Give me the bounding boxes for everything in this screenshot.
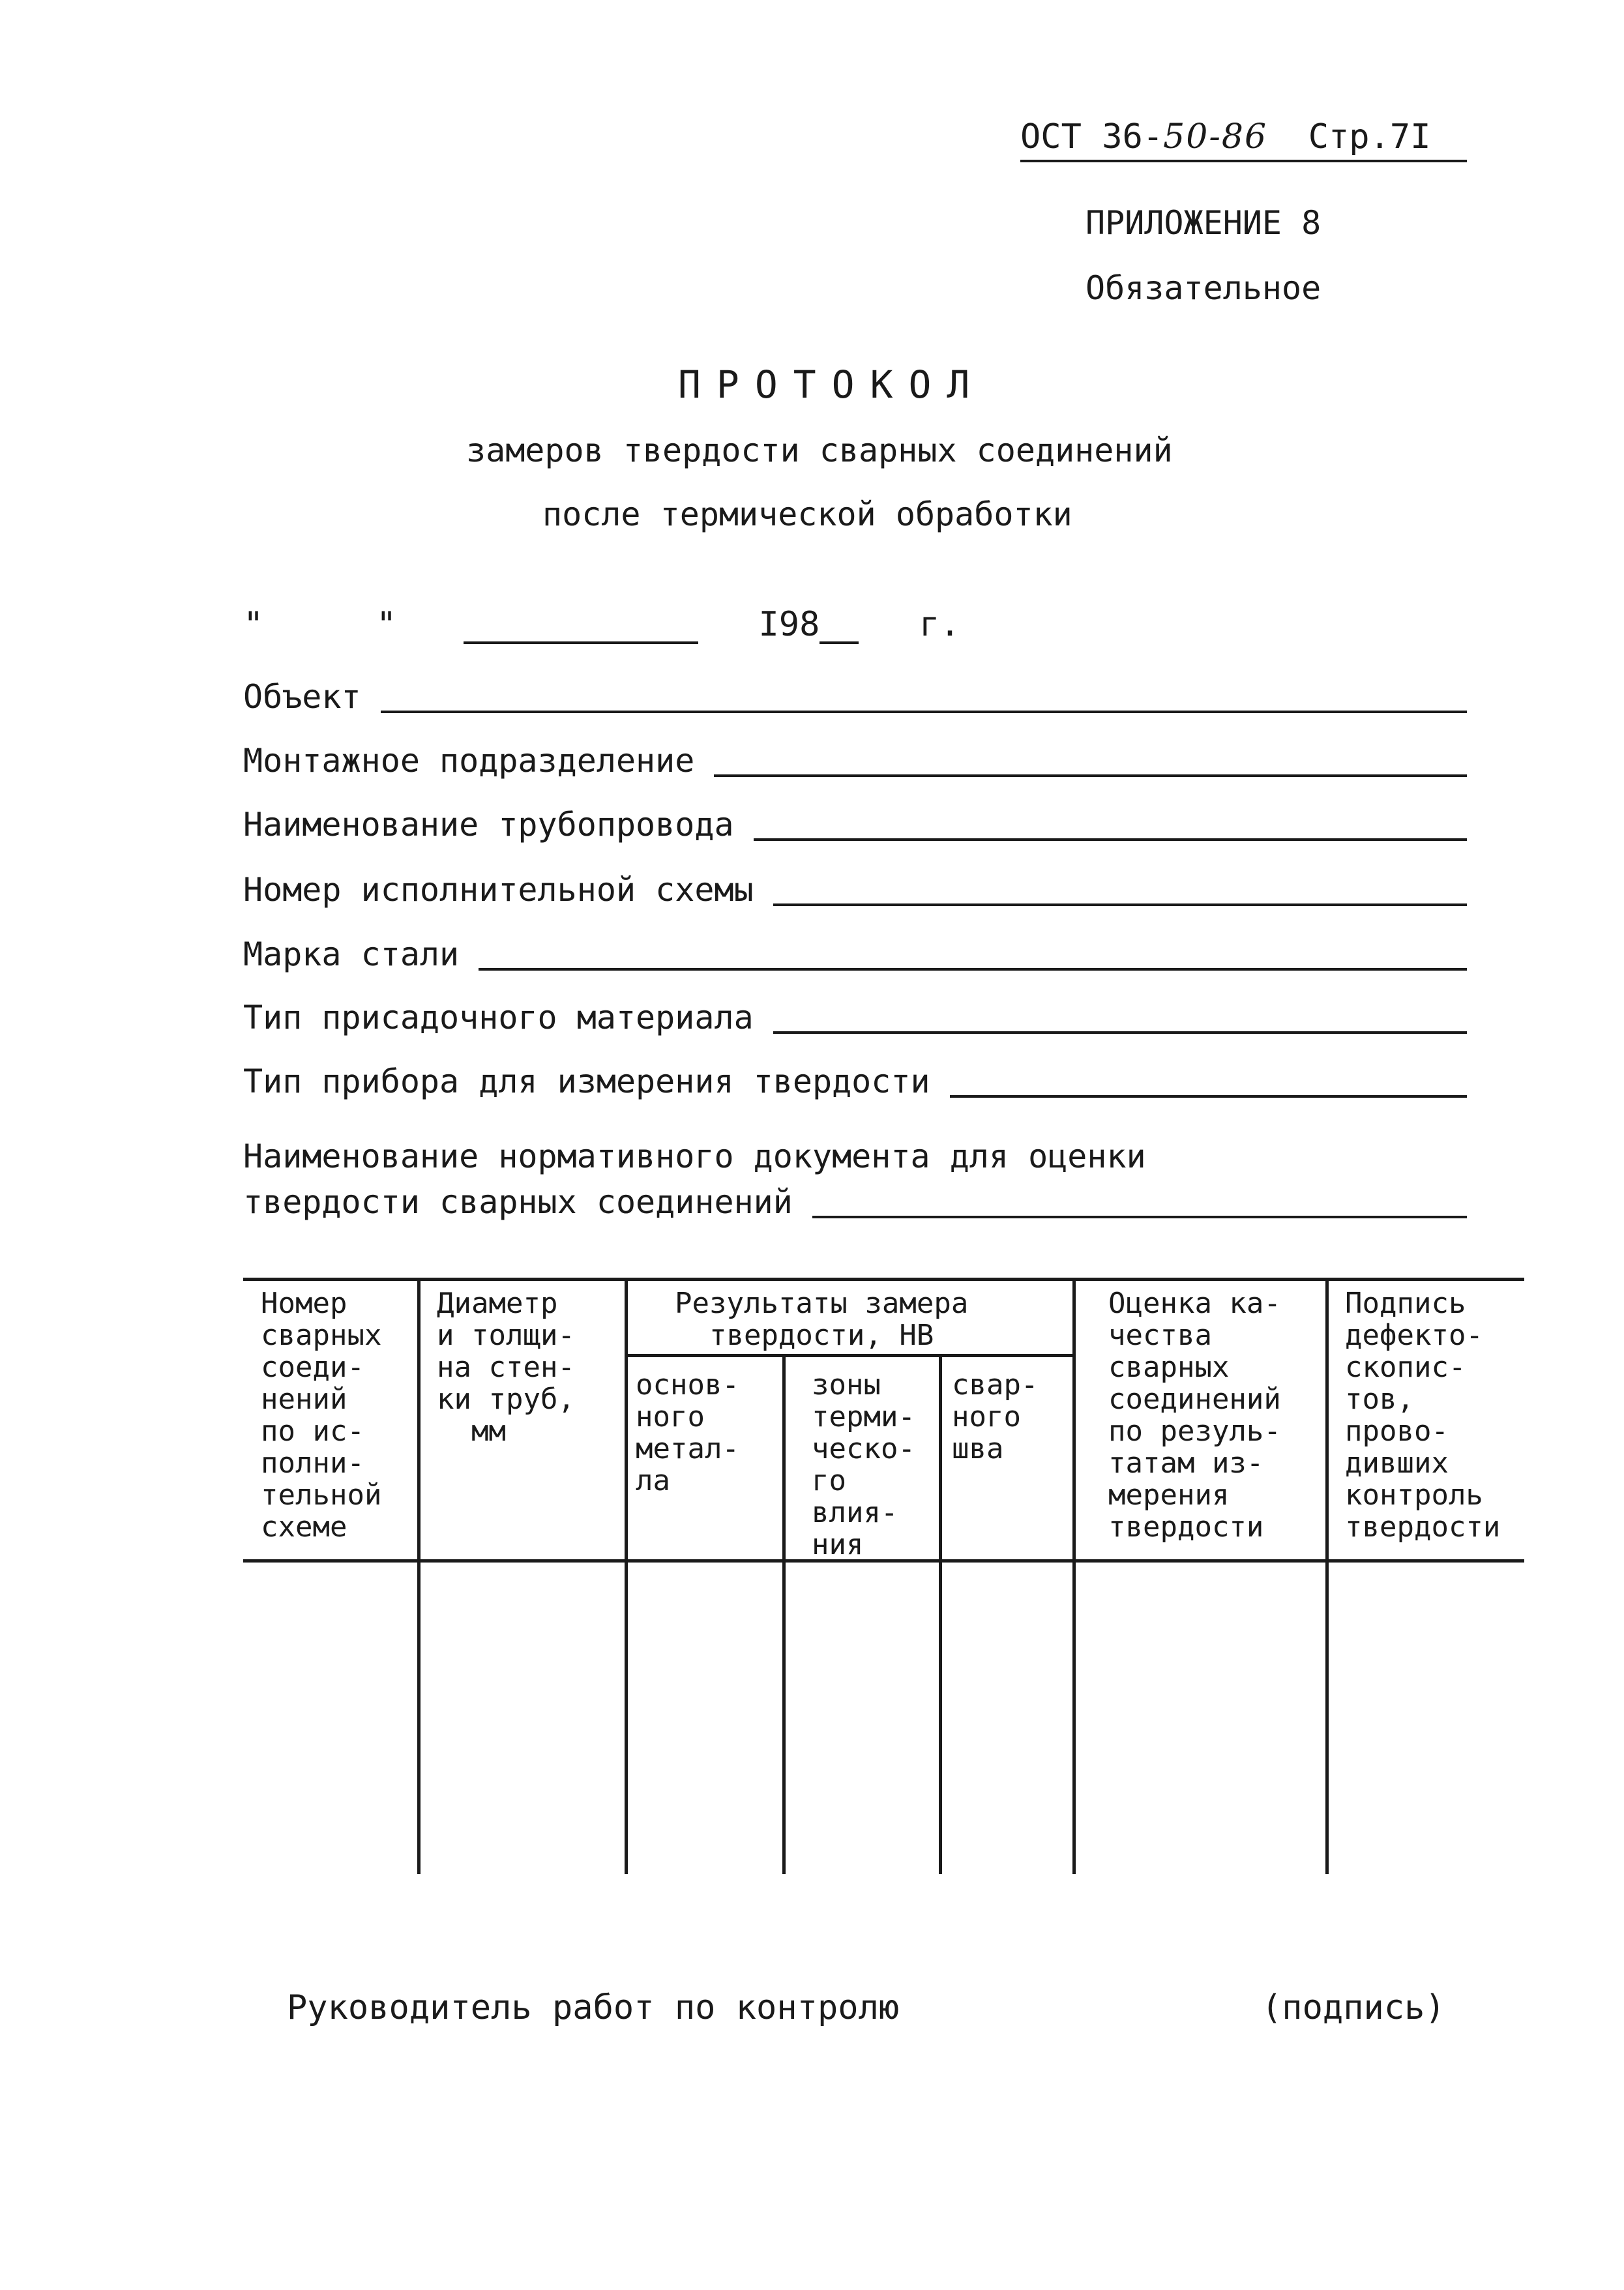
doc-ref-number: 50-86	[1163, 117, 1268, 156]
field-steel-grade-label: Марка стали	[243, 935, 460, 973]
field-filler-material	[243, 999, 1467, 1036]
field-pipeline-label: Наименование трубопровода	[243, 806, 734, 844]
field-object-line[interactable]	[381, 697, 1467, 713]
year-suffix: г.	[919, 605, 960, 644]
field-steel-grade	[243, 935, 1467, 973]
field-scheme-number-label: Номер исполнительной схемы	[243, 871, 754, 909]
field-division	[243, 742, 1467, 780]
table-group-divider	[626, 1354, 1074, 1357]
supervisor-label: Руководитель работ по контролю	[287, 1988, 900, 2027]
date-quote-open: "	[243, 605, 264, 644]
year-field[interactable]	[819, 609, 859, 644]
field-scheme-number-line[interactable]	[773, 890, 1467, 906]
field-instrument-label: Тип прибора для измерения твердости	[243, 1063, 930, 1100]
field-filler-material-label: Тип присадочного материала	[243, 999, 754, 1036]
th-base-metal: основ- ного метал- ла	[636, 1368, 739, 1497]
normative-doc-line-2: твердости сварных соединений	[243, 1183, 793, 1221]
table-body-row[interactable]	[243, 1563, 1524, 1874]
th-hardness-results: Результаты замера твердости, НВ	[675, 1287, 969, 1352]
subtitle-line-1: замеров твердости сварных соединений	[466, 432, 1173, 469]
field-instrument	[243, 1063, 1467, 1100]
table-top-border	[243, 1278, 1524, 1281]
doc-ref-underline	[1020, 160, 1467, 162]
field-instrument-line[interactable]	[950, 1082, 1467, 1098]
th-pipe-diameter: Диаметр и толщи- на стен- ки труб, мм	[437, 1287, 575, 1448]
field-division-line[interactable]	[714, 761, 1467, 777]
date-row	[243, 605, 960, 657]
mandatory-label: Обязательное	[1085, 269, 1321, 307]
th-weld-seam: свар- ного шва	[952, 1368, 1039, 1465]
page-title: ПРОТОКОЛ	[678, 362, 986, 407]
field-scheme-number	[243, 871, 1467, 909]
date-month-field[interactable]	[464, 609, 698, 644]
field-object	[243, 678, 1467, 716]
field-division-label: Монтажное подразделение	[243, 742, 695, 780]
field-pipeline	[243, 806, 1467, 844]
field-normative-doc-line[interactable]	[812, 1203, 1467, 1218]
page-number: Стр.7I	[1308, 117, 1431, 156]
th-heat-affected-zone: зоны терми- ческо- го влия- ния	[812, 1368, 915, 1561]
field-pipeline-line[interactable]	[754, 825, 1467, 841]
appendix-label: ПРИЛОЖЕНИЕ 8	[1085, 204, 1321, 242]
field-object-label: Объект	[243, 678, 361, 716]
doc-ref-prefix: ОСТ 36-	[1020, 117, 1164, 156]
th-quality-assessment: Оценка ка- чества сварных соединений по резуль- татам из- мерения твердости	[1108, 1287, 1281, 1544]
th-weld-number: Номер сварных соеди- нений по ис- полни- тельной схеме	[261, 1287, 382, 1544]
signature-label: (подпись)	[1262, 1988, 1445, 2027]
date-quote-close: "	[376, 605, 397, 644]
document-reference	[1020, 117, 1431, 156]
field-filler-material-line[interactable]	[773, 1018, 1467, 1034]
th-inspector-signature: Подпись дефекто- скопис- тов, прово- дивших контроль твердости	[1345, 1287, 1501, 1544]
field-normative-doc	[243, 1183, 1467, 1221]
year-prefix: I98	[758, 605, 820, 644]
normative-doc-line-1: Наименование нормативного документа для оценки	[243, 1138, 1146, 1175]
field-steel-grade-line[interactable]	[479, 955, 1467, 971]
subtitle-line-2: после термической обработки	[542, 495, 1072, 533]
